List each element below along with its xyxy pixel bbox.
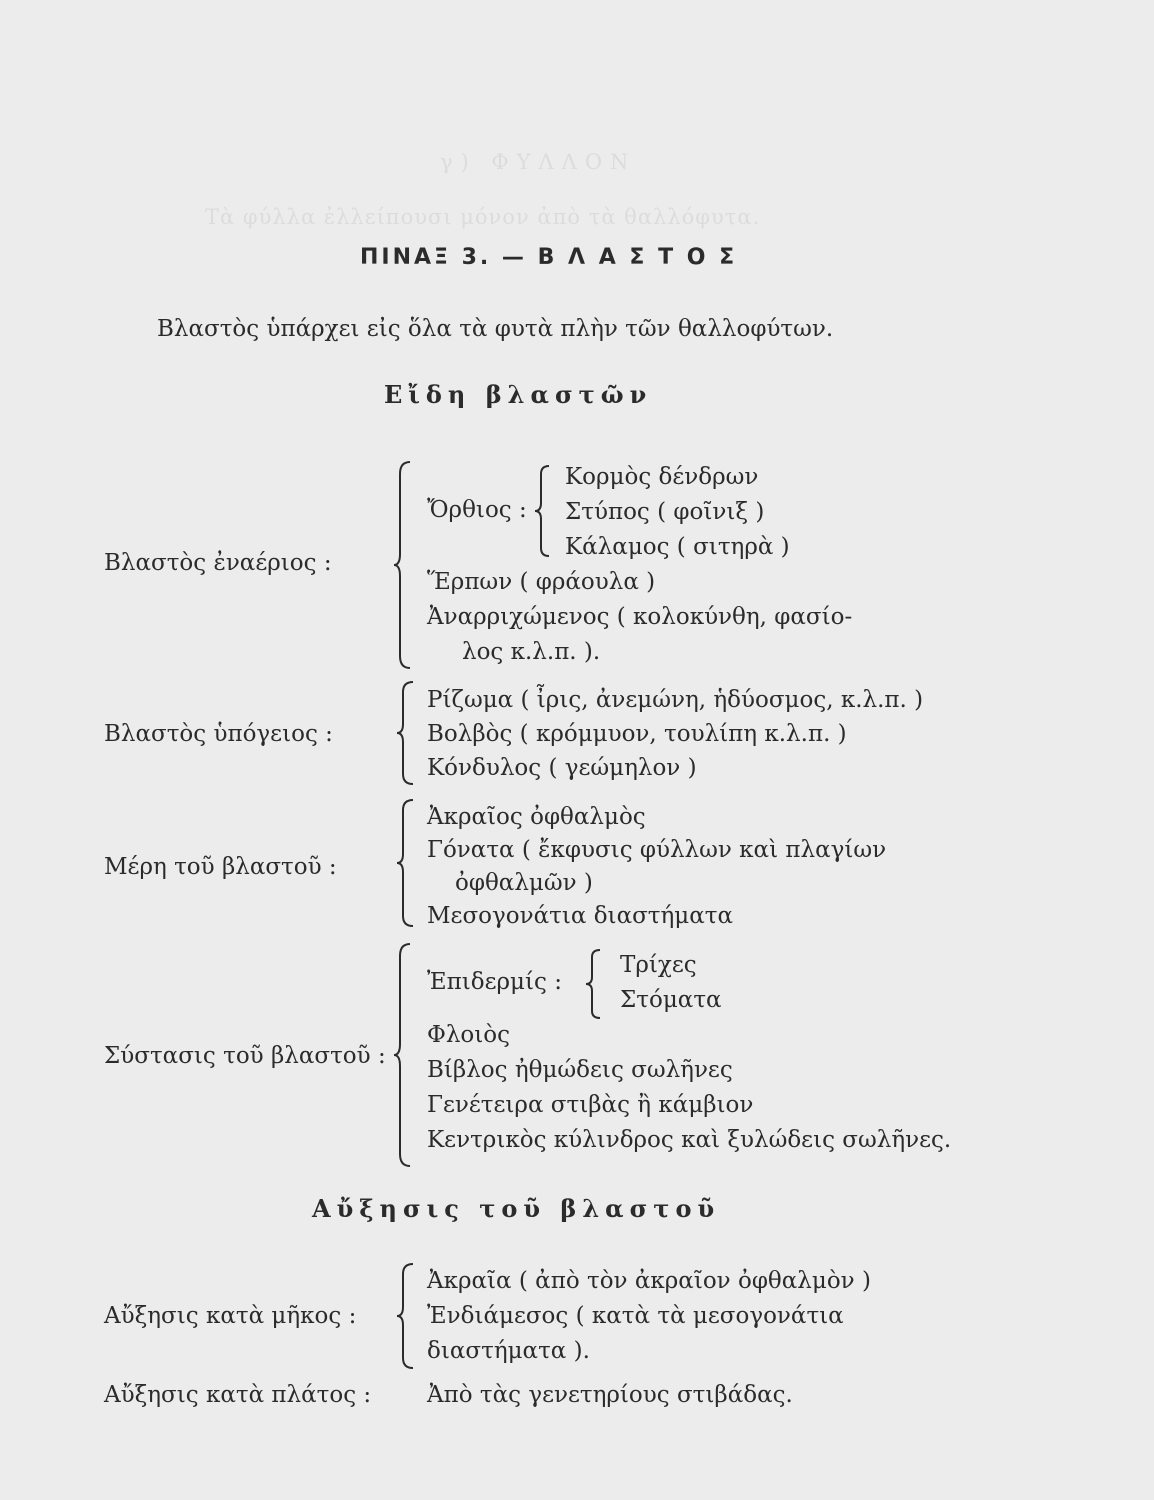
composition-label: Σύστασις τοῦ βλαστοῦ : [104, 1043, 386, 1069]
upright-brace [533, 464, 553, 558]
upright-item: Κορμὸς δένδρων [565, 464, 759, 490]
length-growth-item-cont: διαστήματα ). [427, 1338, 590, 1364]
epidermis-item: Στόματα [620, 987, 722, 1013]
epidermis-brace [584, 948, 604, 1020]
internodes: Μεσογονάτια διαστήματα [427, 903, 734, 929]
bleed-line: Τὰ φύλλα ἐλλείπουσι μόνον ἀπὸ τὰ θαλλόφυτα. [205, 205, 761, 229]
epidermis-label: Ἐπιδερμίς : [427, 969, 562, 995]
upright-item: Κάλαμος ( σιτηρὰ ) [565, 534, 790, 560]
width-growth-label: Αὔξησις κατὰ πλάτος : [104, 1382, 372, 1408]
parts-label: Μέρη τοῦ βλαστοῦ : [104, 854, 337, 880]
underground-item: Ρίζωμα ( ἶρις, ἀνεμώνη, ἡδύοσμος, κ.λ.π. ) [427, 687, 924, 713]
climbing-shoot-cont: λος κ.λ.π. ). [462, 639, 601, 665]
composition-brace [392, 942, 414, 1168]
heading-types: Εἴδη βλαστῶν [384, 380, 653, 409]
underground-label: Βλαστὸς ὑπόγειος : [104, 721, 333, 747]
climbing-shoot: Ἀναρριχώμενος ( κολοκύνθη, φασίο- [427, 604, 853, 630]
length-growth-item: Ἀκραῖα ( ἀπὸ τὸν ἀκραῖον ὀφθαλμὸν ) [427, 1268, 871, 1294]
bleed-header: γ) ΦΥΛΛΟΝ [440, 150, 637, 174]
upright-item: Στύπος ( φοῖνιξ ) [565, 499, 765, 525]
underground-item: Κόνδυλος ( γεώμηλον ) [427, 755, 697, 781]
intro-text: Βλαστὸς ὑπάρχει εἰς ὅλα τὰ φυτὰ πλὴν τῶν θαλλοφύτων. [157, 316, 834, 342]
bark: Φλοιὸς [427, 1022, 511, 1048]
phloem: Βίβλος ἠθμώδεις σωλῆνες [427, 1057, 733, 1083]
nodes: Γόνατα ( ἔκφυσις φύλλων καὶ πλαγίων [427, 837, 887, 863]
aerial-label: Βλαστὸς ἐναέριος : [104, 550, 332, 576]
length-growth-item: Ἐνδιάμεσος ( κατὰ τὰ μεσογονάτια [427, 1303, 844, 1329]
length-growth-brace [395, 1262, 417, 1370]
epidermis-item: Τρίχες [620, 952, 697, 978]
parts-brace [395, 798, 417, 928]
table-title: ΠΙΝΑΞ 3. — Β Λ Α Σ Τ Ο Σ [360, 245, 738, 270]
cambium: Γενέτειρα στιβὰς ἢ κάμβιον [427, 1092, 754, 1118]
upright-label: Ὄρθιος : [427, 497, 527, 523]
apical-bud: Ἀκραῖος ὀφθαλμὸς [427, 804, 646, 830]
aerial-brace [392, 460, 414, 670]
heading-growth: Αὔξησις τοῦ βλαστοῦ [312, 1194, 721, 1223]
central-cylinder: Κεντρικὸς κύλινδρος καὶ ξυλώδεις σωλῆνες. [427, 1127, 952, 1153]
width-growth-value: Ἀπὸ τὰς γενετηρίους στιβάδας. [427, 1382, 793, 1408]
creeping-shoot: Ἕρπων ( φράουλα ) [427, 569, 656, 595]
underground-item: Βολβὸς ( κρόμμυον, τουλίπη κ.λ.π. ) [427, 721, 847, 747]
length-growth-label: Αὔξησις κατὰ μῆκος : [104, 1303, 357, 1329]
nodes-cont: ὀφθαλμῶν ) [455, 870, 593, 896]
underground-brace [395, 680, 417, 786]
